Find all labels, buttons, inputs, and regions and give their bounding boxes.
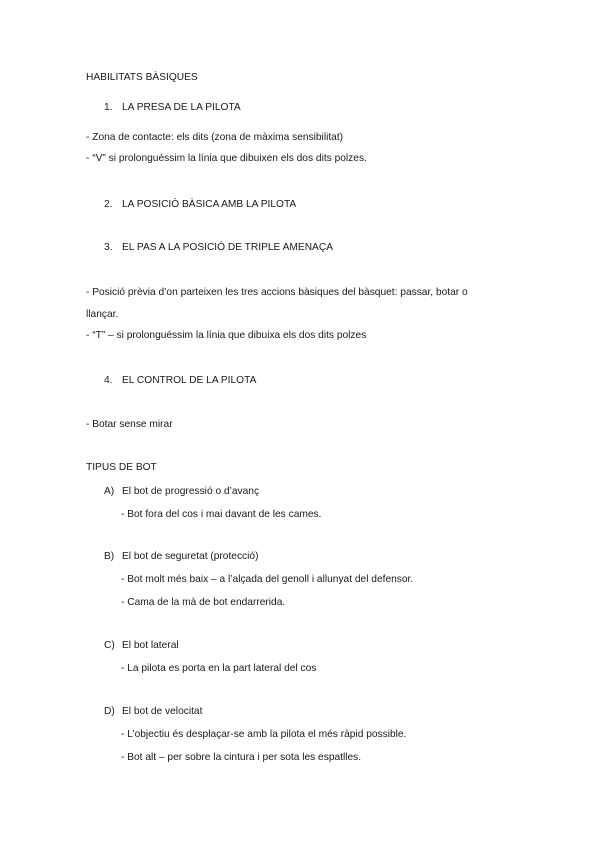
heading-tipus-de-bot: TIPUS DE BOT <box>86 462 157 473</box>
bot-letter: B) <box>104 551 115 562</box>
section-number: 3. <box>104 242 113 253</box>
bullet-line: - Posició prèvia d’on parteixen les tres accions bàsiques del bàsquet: passar, botar o <box>86 287 468 298</box>
bot-title: El bot de seguretat (protecció) <box>122 551 259 562</box>
section-title: LA PRESA DE LA PILOTA <box>122 102 241 113</box>
section-number: 1. <box>104 102 113 113</box>
bullet-line-continuation: llançar. <box>86 309 119 320</box>
bot-title: El bot de progressió o d’avanç <box>122 486 260 497</box>
section-number: 4. <box>104 375 113 386</box>
bot-title: El bot de velocitat <box>122 706 203 717</box>
bot-item: - Bot alt – per sobre la cintura i per sota les espatlles. <box>121 752 362 763</box>
section-title: EL PAS A LA POSICIÓ DE TRIPLE AMENAÇA <box>122 242 333 253</box>
bot-item: - Bot molt més baix – a l’alçada del genoll i allunyat del defensor. <box>121 574 414 585</box>
bot-item: - L’objectiu és desplaçar-se amb la pilota el més ràpid possible. <box>121 729 407 740</box>
bot-type-d-heading <box>104 706 202 718</box>
section-4-heading <box>104 375 256 387</box>
bot-item: - La pilota es porta en la part lateral del cos <box>121 663 317 674</box>
bot-type-a-heading <box>104 486 259 498</box>
section-title: LA POSICIÓ BÀSICA AMB LA PILOTA <box>122 199 297 210</box>
section-2-heading <box>104 199 296 211</box>
bot-letter: D) <box>104 706 115 717</box>
bot-letter: A) <box>104 486 115 497</box>
section-number: 2. <box>104 199 113 210</box>
bullet-line: - “V” si prolonguéssim la línia que dibuixen els dos dits polzes. <box>86 153 367 164</box>
bot-title: El bot lateral <box>122 640 179 651</box>
bot-item: - Bot fora del cos i mai davant de les cames. <box>121 509 322 520</box>
bot-type-c-heading <box>104 640 179 652</box>
section-1-heading <box>104 102 241 114</box>
bullet-line: - Botar sense mirar <box>86 419 173 430</box>
section-3-heading <box>104 242 333 254</box>
bot-type-b-heading <box>104 551 258 563</box>
bullet-line: - “T” – si prolonguéssim la línia que dibuixa els dos dits polzes <box>86 330 367 341</box>
bullet-line: - Zona de contacte: els dits (zona de màxima sensibilitat) <box>86 132 344 143</box>
section-title: EL CONTROL DE LA PILOTA <box>122 375 257 386</box>
heading-habilitats: HABILITATS BÀSIQUES <box>86 72 198 83</box>
bot-item: - Cama de la mà de bot endarrerida. <box>121 597 286 608</box>
bot-letter: C) <box>104 640 115 651</box>
